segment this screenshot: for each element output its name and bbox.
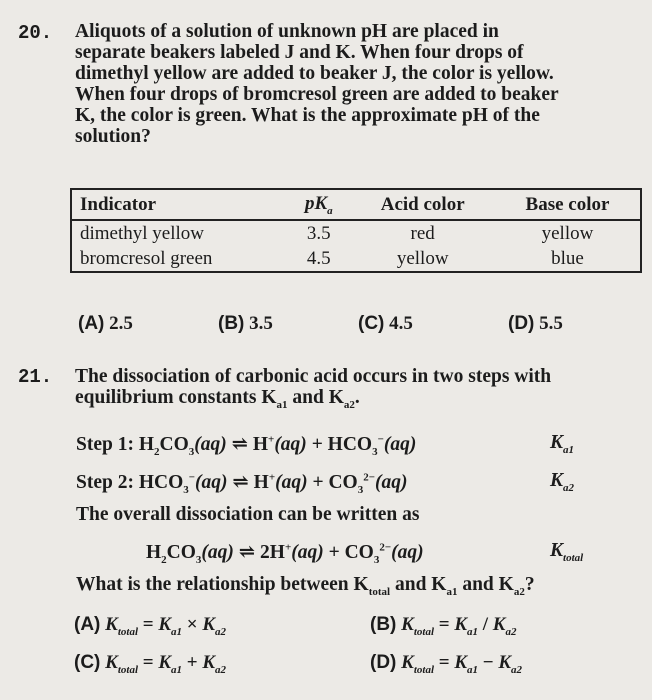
cell-base-color: yellow: [541, 222, 594, 244]
q21-line-2: equilibrium constants $K_{a1}$ and $K_{a2}$.: [75, 387, 360, 411]
indicator-table-header: [71, 189, 641, 220]
step-1-label: Step 1:: [76, 434, 134, 455]
choice-d[interactable]: (D) 5.5: [508, 313, 563, 334]
table-row: [71, 246, 641, 272]
q20-line-3: dimethyl yellow are added to beaker J, the color is yellow.: [75, 63, 554, 84]
cell-indicator: dimethyl yellow: [80, 222, 205, 244]
q20-line-5: K, the color is green. What is the approximate pH of the: [75, 105, 540, 126]
cell-indicator: bromcresol green: [80, 247, 213, 269]
choice-c[interactable]: (C) 4.5: [358, 313, 413, 334]
q20-line-1: Aliquots of a solution of unknown pH are placed in: [75, 21, 499, 42]
question-21-number: 21.: [18, 366, 53, 388]
cell-acid-color: yellow: [396, 247, 449, 269]
question-20-text: [75, 21, 559, 147]
table-row: [71, 220, 641, 246]
header-base-color: Base color: [495, 189, 641, 220]
cell-pka: 4.5: [306, 247, 331, 269]
step-2-label: Step 2:: [76, 472, 134, 493]
choice-b[interactable]: (B) $K_{total} = K_{a1} / K_{a2}$: [370, 614, 517, 638]
overall-equation: $H_2CO_3(aq)$ ⇌ $2H^+(aq) + CO_3^{2-}(aq)$: [146, 541, 424, 566]
choice-b[interactable]: (B) 3.5: [218, 313, 273, 334]
choice-a[interactable]: (A) $K_{total} = K_{a1} \times K_{a2}$: [74, 614, 227, 638]
question-20-number: 20.: [18, 22, 53, 44]
question-21-prompt: What is the relationship between $K_{total}$ and $K_{a1}$ and $K_{a2}$?: [76, 574, 535, 598]
q21-line-1: The dissociation of carbonic acid occurs in two steps with: [75, 366, 552, 387]
step-1-equation: Step 1: $H_2CO_3(aq)$ ⇌ $H^+(aq) + HCO_3^-(aq)$: [76, 433, 417, 458]
q20-line-6: solution?: [75, 126, 151, 147]
cell-base-color: blue: [551, 247, 584, 269]
question-21-intro: [75, 366, 551, 416]
step-2-equation: Step 2: $HCO_3^-(aq)$ ⇌ $H^+(aq) + CO_3^{2-}(aq)$: [76, 471, 408, 496]
cell-pka: 3.5: [306, 222, 331, 244]
header-pka: $pK_a$: [287, 189, 350, 220]
q20-line-4: When four drops of bromcresol green are added to beaker: [75, 84, 559, 105]
choice-c[interactable]: (C) $K_{total} = K_{a1} + K_{a2}$: [74, 652, 227, 676]
step-1-constant: $K_{a1}$: [550, 432, 575, 456]
choice-d[interactable]: (D) $K_{total} = K_{a1} - K_{a2}$: [370, 652, 523, 676]
indicator-table: [70, 188, 642, 273]
step-2-constant: $K_{a2}$: [550, 470, 575, 494]
choice-a[interactable]: (A) 2.5: [78, 313, 133, 334]
overall-text: The overall dissociation can be written as: [76, 504, 420, 525]
cell-acid-color: red: [410, 222, 435, 244]
header-indicator: Indicator: [71, 189, 287, 220]
q20-line-2: separate beakers labeled J and K. When four drops of: [75, 42, 524, 63]
overall-constant: $K_{total}$: [550, 540, 584, 564]
header-acid-color: Acid color: [350, 189, 495, 220]
